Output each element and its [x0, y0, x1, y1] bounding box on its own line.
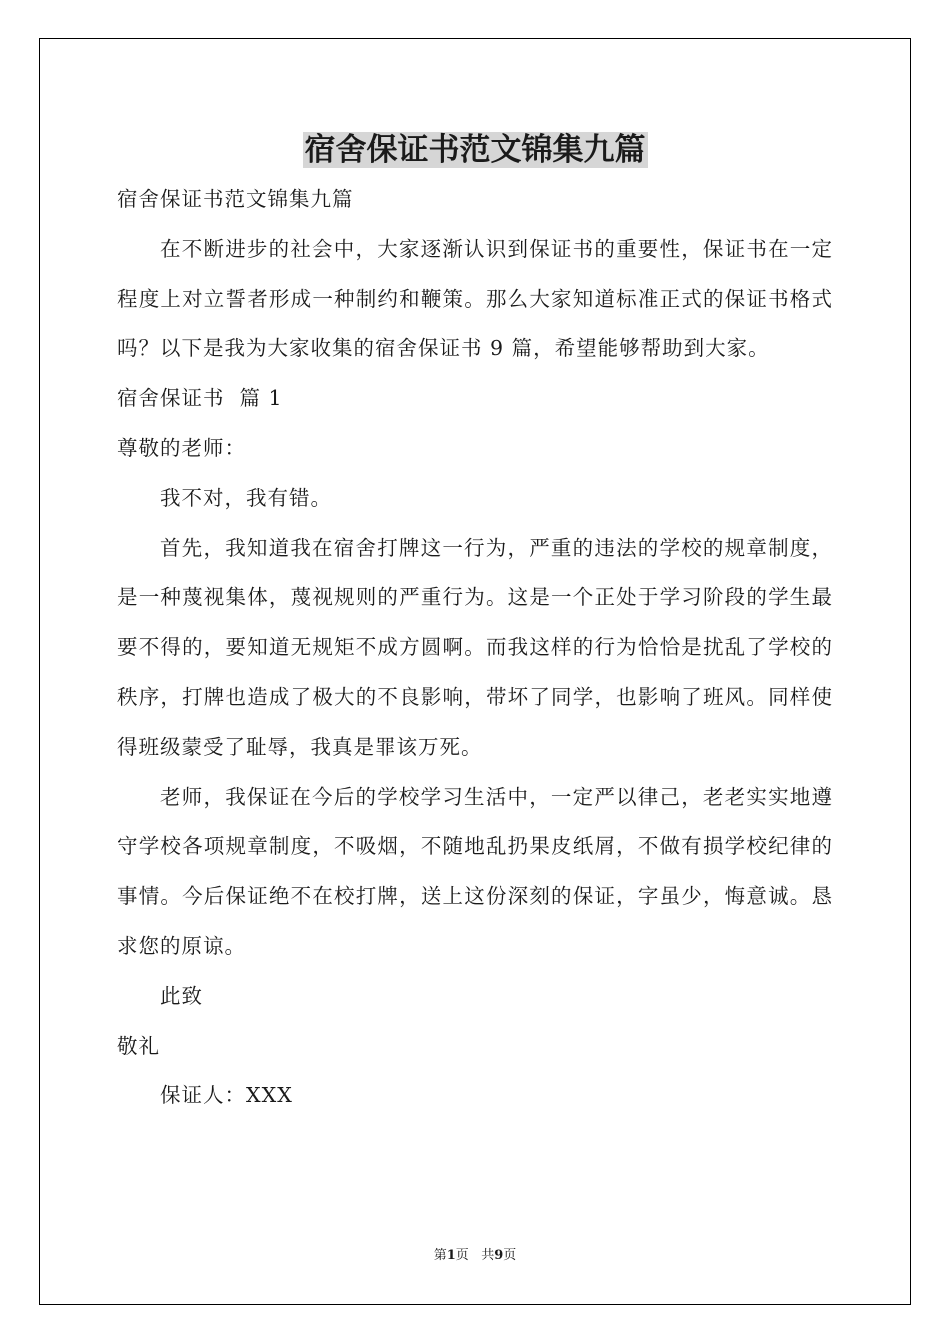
- paragraph-2: 首先，我知道我在宿舍打牌这一行为，严重的违法的学校的规章制度，是一种蔑视集体，蔑视规则的严重行为。这是一个正处于学习阶段的学生最要不得的，要知道无规矩不成方圆啊。而我这样的行为恰恰是扰乱了学校的秩序，打牌也造成了极大的不良影响，带坏了同学，也影响了班风。同样使得班级蒙受了耻辱，我真是罪该万死。: [117, 535, 833, 759]
- footer-total-prefix: 共: [481, 1248, 495, 1263]
- subtitle-line: 宿舍保证书范文锦集九篇: [117, 187, 354, 211]
- paragraph-1: 我不对，我有错。: [160, 485, 333, 510]
- footer-total-pages: 9: [494, 1248, 504, 1263]
- signature-line: 保证人：XXX: [160, 1083, 293, 1108]
- footer-page-suffix: 页: [455, 1248, 469, 1263]
- page-footer: [0, 1247, 950, 1265]
- intro-paragraph: 在不断进步的社会中，大家逐渐认识到保证书的重要性，保证书在一定程度上对立誓者形成一种制约和鞭策。那么大家知道标准正式的保证书格式吗？以下是我为大家收集的宿舍保证书 9 篇，希望能够帮助到大家。: [117, 236, 833, 361]
- footer-total-suffix: 页: [503, 1248, 517, 1263]
- closing-salutation: 此致: [160, 983, 204, 1008]
- document-body: [117, 175, 833, 1121]
- greeting: 尊敬的老师：: [117, 435, 246, 460]
- footer-page-prefix: 第: [433, 1248, 447, 1263]
- section-heading: 宿舍保证书 篇 1: [117, 386, 283, 411]
- document-title: [0, 128, 950, 172]
- document-title-text: 宿舍保证书范文锦集九篇: [304, 132, 646, 168]
- closing-regards: 敬礼: [117, 1033, 160, 1058]
- paragraph-3: 老师，我保证在今后的学校学习生活中，一定严以律己，老老实实地遵守学校各项规章制度，不吸烟，不随地乱扔果皮纸屑，不做有损学校纪律的事情。今后保证绝不在校打牌，送上这份深刻的保证，字虽少，悔意诚。恳求您的原谅。: [117, 784, 833, 958]
- footer-page-number: 1: [446, 1248, 456, 1263]
